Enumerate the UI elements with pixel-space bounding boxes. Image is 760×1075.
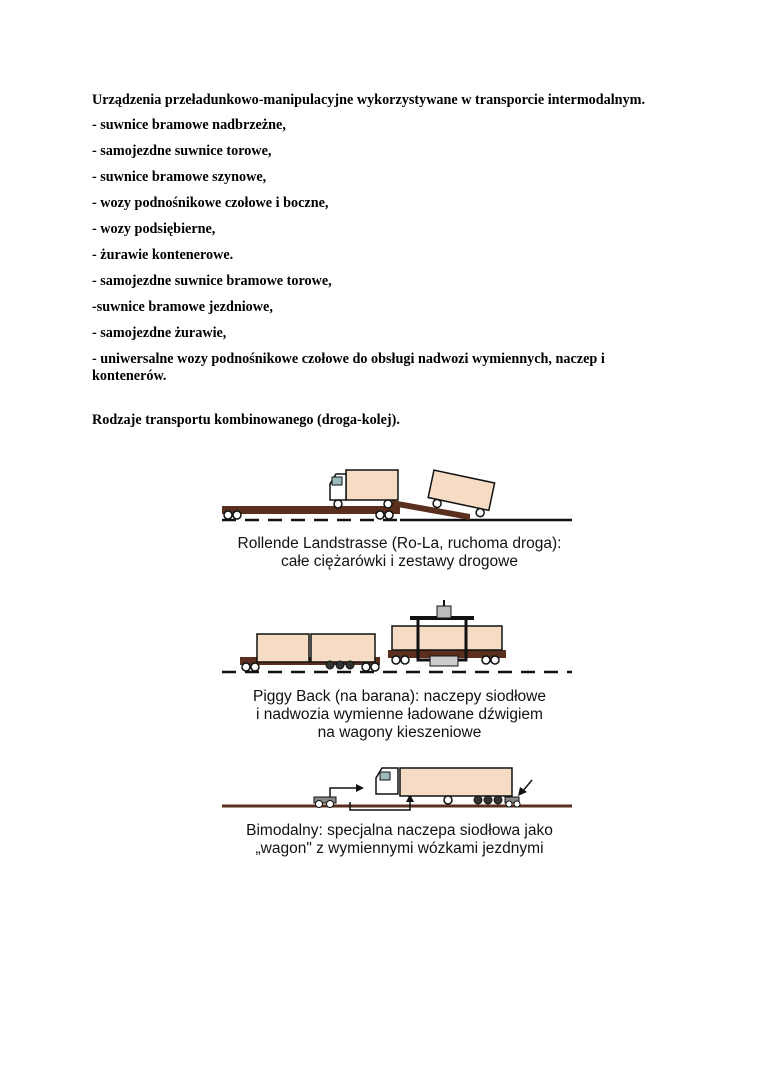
list-item: - suwnice bramowe nadbrzeżne, bbox=[92, 117, 286, 133]
heading-combined-transport: Rodzaje transportu kombinowanego (droga-kolej). bbox=[92, 412, 400, 428]
heading-equipment: Urządzenia przeładunkowo-manipulacyjne wykorzystywane w transporcie intermodalnym. bbox=[92, 92, 646, 108]
bimodal-illustration bbox=[222, 768, 572, 810]
piggyback-illustration bbox=[222, 600, 572, 672]
list-item: - suwnice bramowe szynowe, bbox=[92, 169, 267, 185]
list-item: - uniwersalne wozy podnośnikowe czołowe do obsługi nadwozi wymiennych, naczep i kontenerów. bbox=[92, 351, 605, 384]
list-item: - samojezdne suwnice torowe, bbox=[92, 143, 272, 159]
rola-illustration bbox=[222, 470, 572, 520]
list-item: - samojezdne suwnice bramowe torowe, bbox=[92, 273, 332, 289]
bimodal-caption: Bimodalny: specjalna naczepa siodłowa jako „wagon" z wymiennymi wózkami jezdnymi bbox=[246, 822, 553, 857]
list-item: - wozy podsiębierne, bbox=[92, 221, 216, 237]
list-item: - wozy podnośnikowe czołowe i boczne, bbox=[92, 195, 329, 211]
list-item: - samojezdne żurawie, bbox=[92, 325, 227, 341]
rola-caption: Rollende Landstrasse (Ro-La, ruchoma droga): całe ciężarówki i zestawy drogowe bbox=[237, 535, 562, 570]
rola-wagon-deck bbox=[222, 506, 400, 514]
list-item: - żurawie kontenerowe. bbox=[92, 247, 234, 263]
list-item: -suwnice bramowe jezdniowe, bbox=[92, 299, 273, 315]
truck-on-wagon bbox=[330, 470, 398, 508]
piggyback-caption: Piggy Back (na barana): naczepy siodłowe i nadwozia wymienne ładowane dźwigiem na wagony kieszeniowe bbox=[253, 688, 546, 741]
